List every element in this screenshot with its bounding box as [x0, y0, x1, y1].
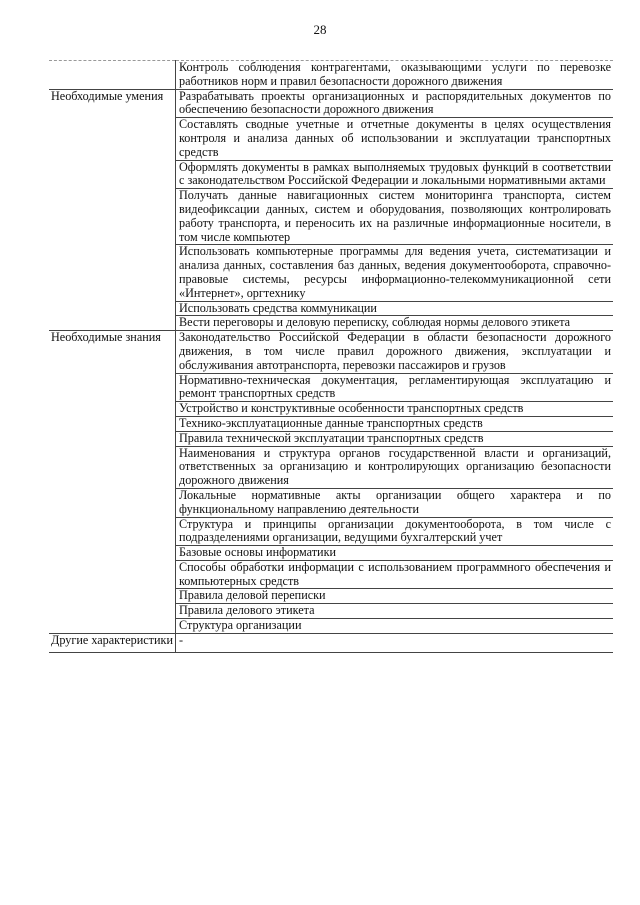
requirement-text: Правила делового этикета: [176, 604, 614, 619]
section-label: [49, 61, 176, 90]
requirement-text: -: [176, 633, 614, 652]
requirement-text: Нормативно-техническая документация, регламентирующая эксплуатацию и ремонт транспортных средств: [176, 373, 614, 402]
requirement-text: Структура и принципы организации документооборота, в том числе с подразделениями организации, ведущими бухгалтерский учет: [176, 517, 614, 546]
requirement-text: Наименования и структура органов государственной власти и организаций, ответственных за организацию и контролирующих организацию безопасности дорожного движения: [176, 446, 614, 488]
requirement-text: Базовые основы информатики: [176, 546, 614, 561]
section-label: Необходимые умения: [49, 89, 176, 331]
requirement-text: Локальные нормативные акты организации общего характера и по функциональному направлению деятельности: [176, 488, 614, 517]
page-number: 28: [313, 22, 327, 37]
requirement-text: Структура организации: [176, 619, 614, 634]
table-row: [49, 633, 613, 652]
requirements-table: [49, 60, 613, 653]
requirement-text: Вести переговоры и деловую переписку, соблюдая нормы делового этикета: [176, 316, 614, 331]
section-label: Другие характеристики: [49, 633, 176, 652]
section-label: Необходимые знания: [49, 331, 176, 634]
requirement-text: Составлять сводные учетные и отчетные документы в целях осуществления контроля и анализа данных об использовании и эксплуатации транспортных средств: [176, 118, 614, 160]
requirement-text: Получать данные навигационных систем мониторинга транспорта, систем видеофиксации данных, систем и оборудования, позволяющих контролировать работу транспорта, и переносить их на различные информационные носители, в том числе компьютер: [176, 189, 614, 245]
requirement-text: Технико-эксплуатационные данные транспортных средств: [176, 416, 614, 431]
requirement-text: Контроль соблюдения контрагентами, оказывающими услуги по перевозке работников норм и правил безопасности дорожного движения: [176, 61, 614, 90]
requirement-text: Способы обработки информации с использованием программного обеспечения и компьютерных средств: [176, 560, 614, 589]
table-row: [49, 61, 613, 90]
requirement-text: Разрабатывать проекты организационных и распорядительных документов по обеспечению безопасности дорожного движения: [176, 89, 614, 118]
requirement-text: Правила технической эксплуатации транспортных средств: [176, 431, 614, 446]
requirement-text: Использовать средства коммуникации: [176, 301, 614, 316]
requirement-text: Оформлять документы в рамках выполняемых трудовых функций в соответствии с законодательством Российской Федерации и локальными нормативными актами: [176, 160, 614, 189]
requirement-text: Устройство и конструктивные особенности транспортных средств: [176, 402, 614, 417]
table-body: [49, 61, 613, 653]
table-row: [49, 89, 613, 118]
requirement-text: Правила деловой переписки: [176, 589, 614, 604]
table-row: [49, 331, 613, 373]
requirement-text: Законодательство Российской Федерации в области безопасности дорожного движения, в том числе правил дорожного движения, эксплуатации и обслуживания автотранспорта, перевозки пассажиров и грузов: [176, 331, 614, 373]
requirement-text: Использовать компьютерные программы для ведения учета, систематизации и анализа данных, составления баз данных, ведения документооборота, справочно-правовые системы, ресурсы информационно-телекоммуникационной сети «Интернет», оргтехнику: [176, 245, 614, 301]
